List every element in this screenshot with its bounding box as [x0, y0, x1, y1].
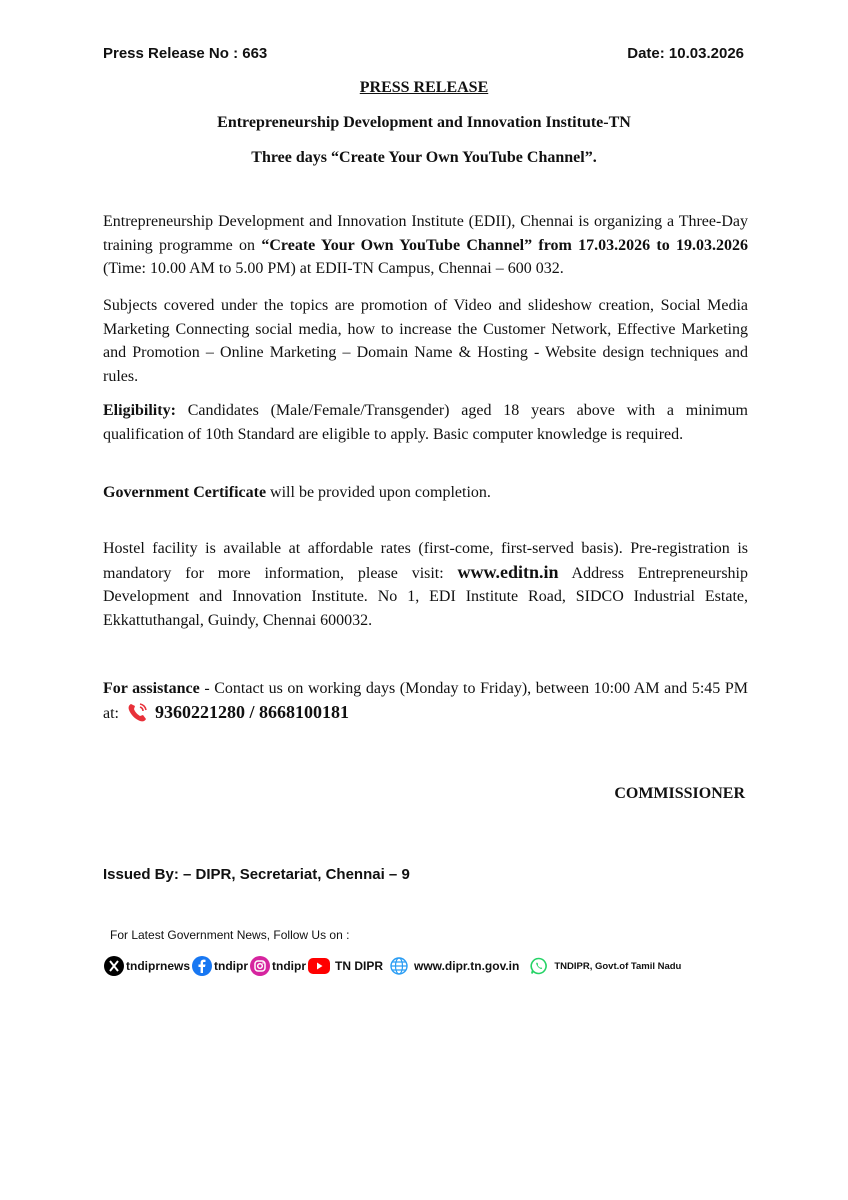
document-title: PRESS RELEASE: [359, 79, 489, 96]
programme-dates: “Create Your Own YouTube Channel” from 17.03.2026 to 19.03.2026: [261, 236, 749, 254]
assistance-paragraph: For assistance - Contact us on working days (Monday to Friday), between 10:00 AM and 5:45 PM at: 9360221280 / 8668100181: [103, 680, 749, 722]
institute-heading: Entrepreneurship Development and Innovation Institute-TN: [217, 114, 631, 131]
instagram-icon[interactable]: [250, 956, 270, 976]
hostel-paragraph: Hostel facility is available at affordable rates (first-come, first-served basis). Pre-registration is mandatory for more information, please visit: www.editn.in Address Entrepreneurship Development and Innovation Institute. No 1, EDI Institute Road, SIDCO Industrial Estate, Ekkattuthangal, Guindy, Chennai 600032.: [103, 540, 748, 629]
youtube-handle[interactable]: TN DIPR: [335, 959, 384, 973]
phone-numbers[interactable]: 9360221280 / 8668100181: [155, 701, 350, 722]
whatsapp-icon[interactable]: [529, 956, 549, 976]
youtube-icon[interactable]: [308, 958, 330, 974]
certificate-label: Government Certificate: [103, 484, 267, 501]
phone-icon: [127, 702, 149, 722]
certificate-paragraph: Government Certificate will be provided upon completion.: [103, 484, 491, 501]
subjects-paragraph: Subjects covered under the topics are promotion of Video and slideshow creation, Social Media Marketing Connecting social media, how to increase the Customer Network, Effective Marketing and Promotion – Online Marketing – Domain Name & Hosting - Website design techniques and rules.: [103, 297, 748, 385]
instagram-handle[interactable]: tndipr: [272, 959, 307, 973]
follow-us-label: For Latest Government News, Follow Us on :: [110, 928, 350, 942]
social-media-bar: [104, 954, 744, 978]
website-handle[interactable]: www.dipr.tn.gov.in: [414, 959, 520, 973]
intro-paragraph: Entrepreneurship Development and Innovation Institute (EDII), Chennai is organizing a Three-Day training programme on “Create Your Own YouTube Channel” from 17.03.2026 to 19.03.2026 (Time: 10.00 AM to 5.00 PM) at EDII-TN Campus, Chennai – 600 032.: [103, 213, 749, 277]
website-link[interactable]: www.editn.in: [457, 561, 559, 582]
eligibility-paragraph: Eligibility: Candidates (Male/Female/Transgender) aged 18 years above with a minimum qualification of 10th Standard are eligible to apply. Basic computer knowledge is required.: [103, 402, 748, 443]
release-date: Date: 10.03.2026: [627, 45, 744, 62]
x-handle[interactable]: tndiprnews: [126, 959, 191, 973]
whatsapp-handle[interactable]: TNDIPR, Govt.of Tamil Nadu: [554, 960, 682, 972]
signature-commissioner: COMMISSIONER: [614, 785, 745, 802]
globe-icon[interactable]: [389, 956, 409, 976]
facebook-handle[interactable]: tndipr: [214, 959, 249, 973]
issued-by: Issued By: – DIPR, Secretariat, Chennai – 9: [103, 866, 410, 883]
facebook-icon[interactable]: [192, 956, 212, 976]
eligibility-label: Eligibility:: [103, 402, 176, 419]
x-icon[interactable]: [104, 956, 124, 976]
programme-heading: Three days “Create Your Own YouTube Channel”.: [251, 149, 597, 166]
press-release-number: Press Release No : 663: [103, 45, 268, 62]
assistance-label: For assistance: [103, 680, 200, 697]
